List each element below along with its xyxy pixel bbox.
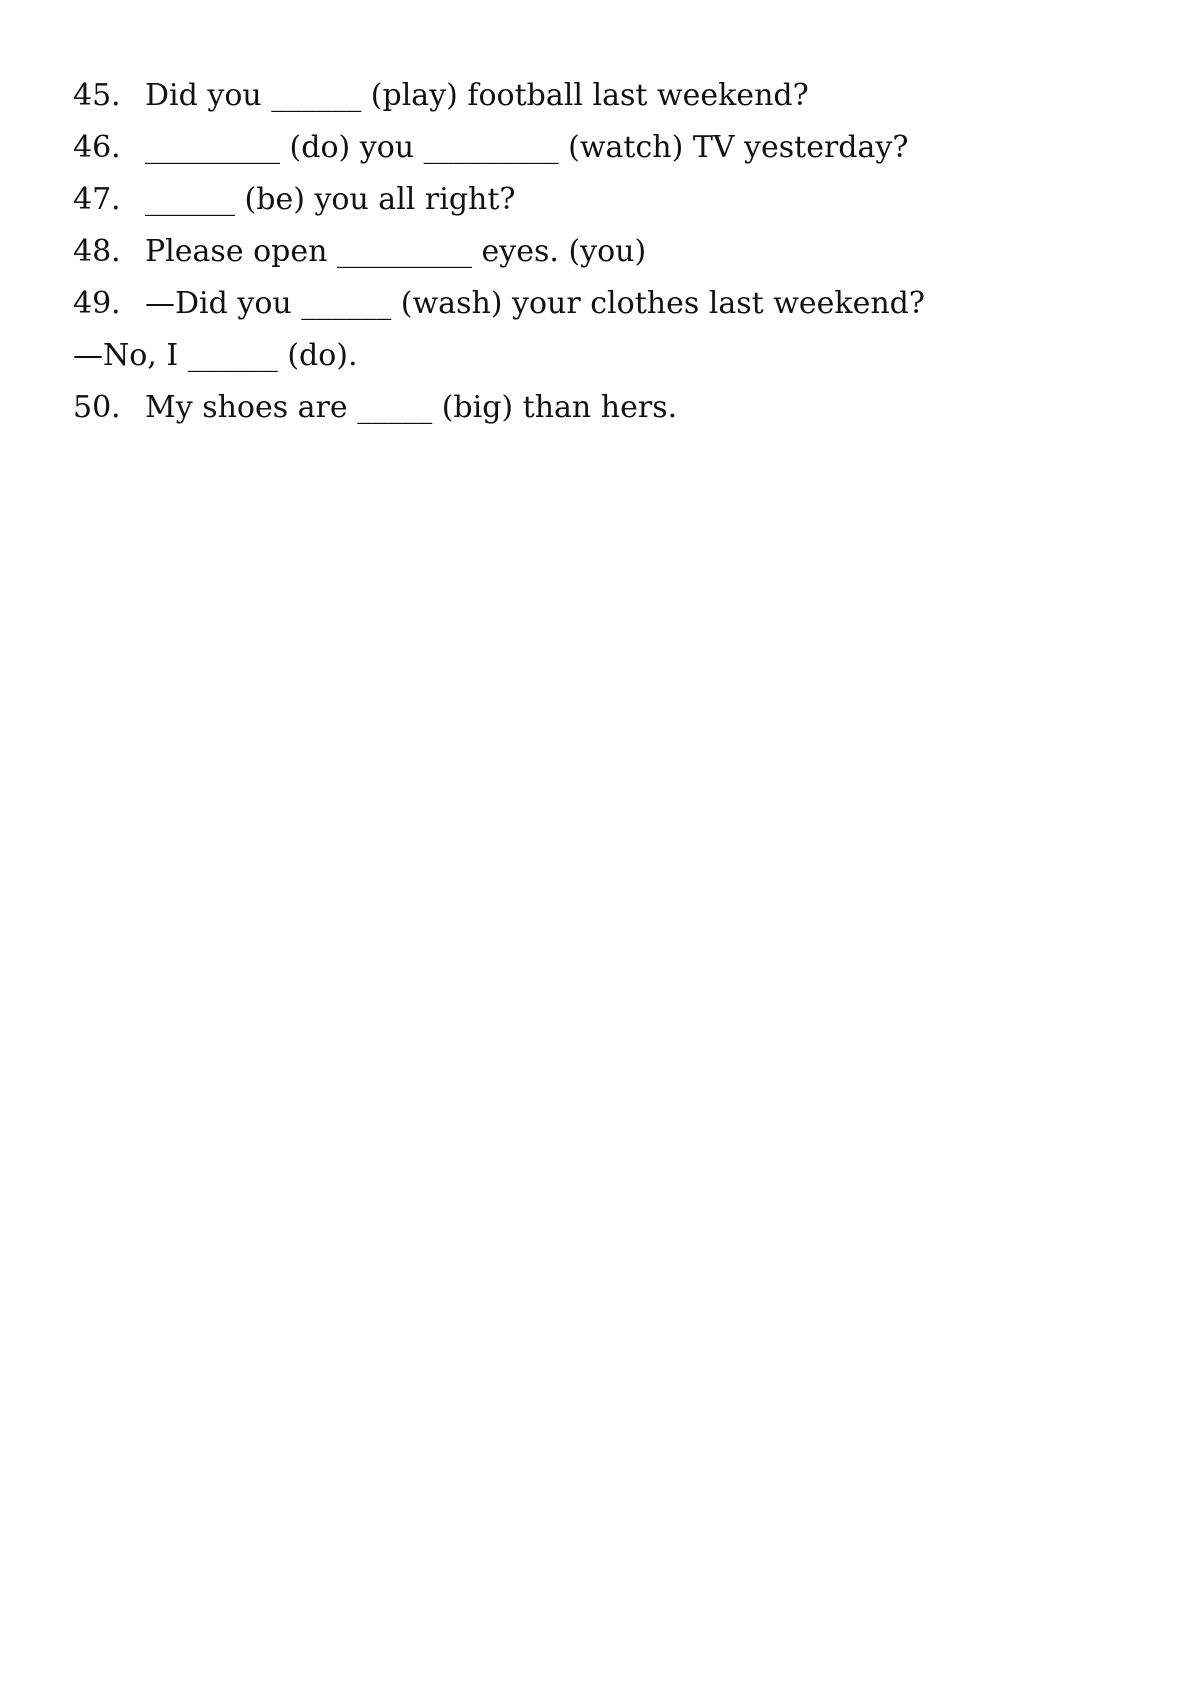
exercise-45 (73, 70, 1133, 122)
exercise-49 (73, 278, 1133, 330)
answer-blank: _________ (336, 234, 472, 269)
question-text: —Did you (145, 286, 302, 321)
exercise-50 (73, 382, 1133, 434)
answer-blank: _____ (357, 390, 433, 425)
exercise-48 (73, 226, 1133, 278)
question-text: eyes. (you) (471, 234, 647, 269)
question-text: (play) football last weekend? (361, 78, 809, 113)
answer-blank: ______ (187, 338, 278, 373)
exercise-47 (73, 174, 1133, 226)
question-text: Did you (145, 78, 272, 113)
question-number: 45． (73, 78, 142, 113)
question-text: (wash) your clothes last weekend? (391, 286, 925, 321)
question-text: (watch) TV yesterday? (558, 130, 909, 165)
exercise-49-reply (73, 330, 1133, 382)
answer-blank: _________ (423, 130, 559, 165)
question-text: (be) you all right? (235, 182, 516, 217)
question-text: —No, I (73, 338, 188, 373)
question-text: (big) than hers. (432, 390, 678, 425)
answer-blank: _________ (145, 130, 280, 165)
question-text: (do) you (280, 130, 424, 165)
answer-blank: ______ (271, 78, 362, 113)
question-text: (do). (277, 338, 358, 373)
question-number: 49． (73, 286, 142, 321)
exercise-46 (73, 122, 1133, 174)
question-number: 50． (73, 390, 142, 425)
question-number: 47． (73, 182, 142, 217)
question-number: 46． (73, 130, 142, 165)
answer-blank: ______ (301, 286, 392, 321)
answer-blank: ______ (145, 182, 235, 217)
question-text: Please open (145, 234, 337, 269)
exercise-list (73, 70, 1133, 434)
question-number: 48． (73, 234, 142, 269)
question-text: My shoes are (145, 390, 358, 425)
